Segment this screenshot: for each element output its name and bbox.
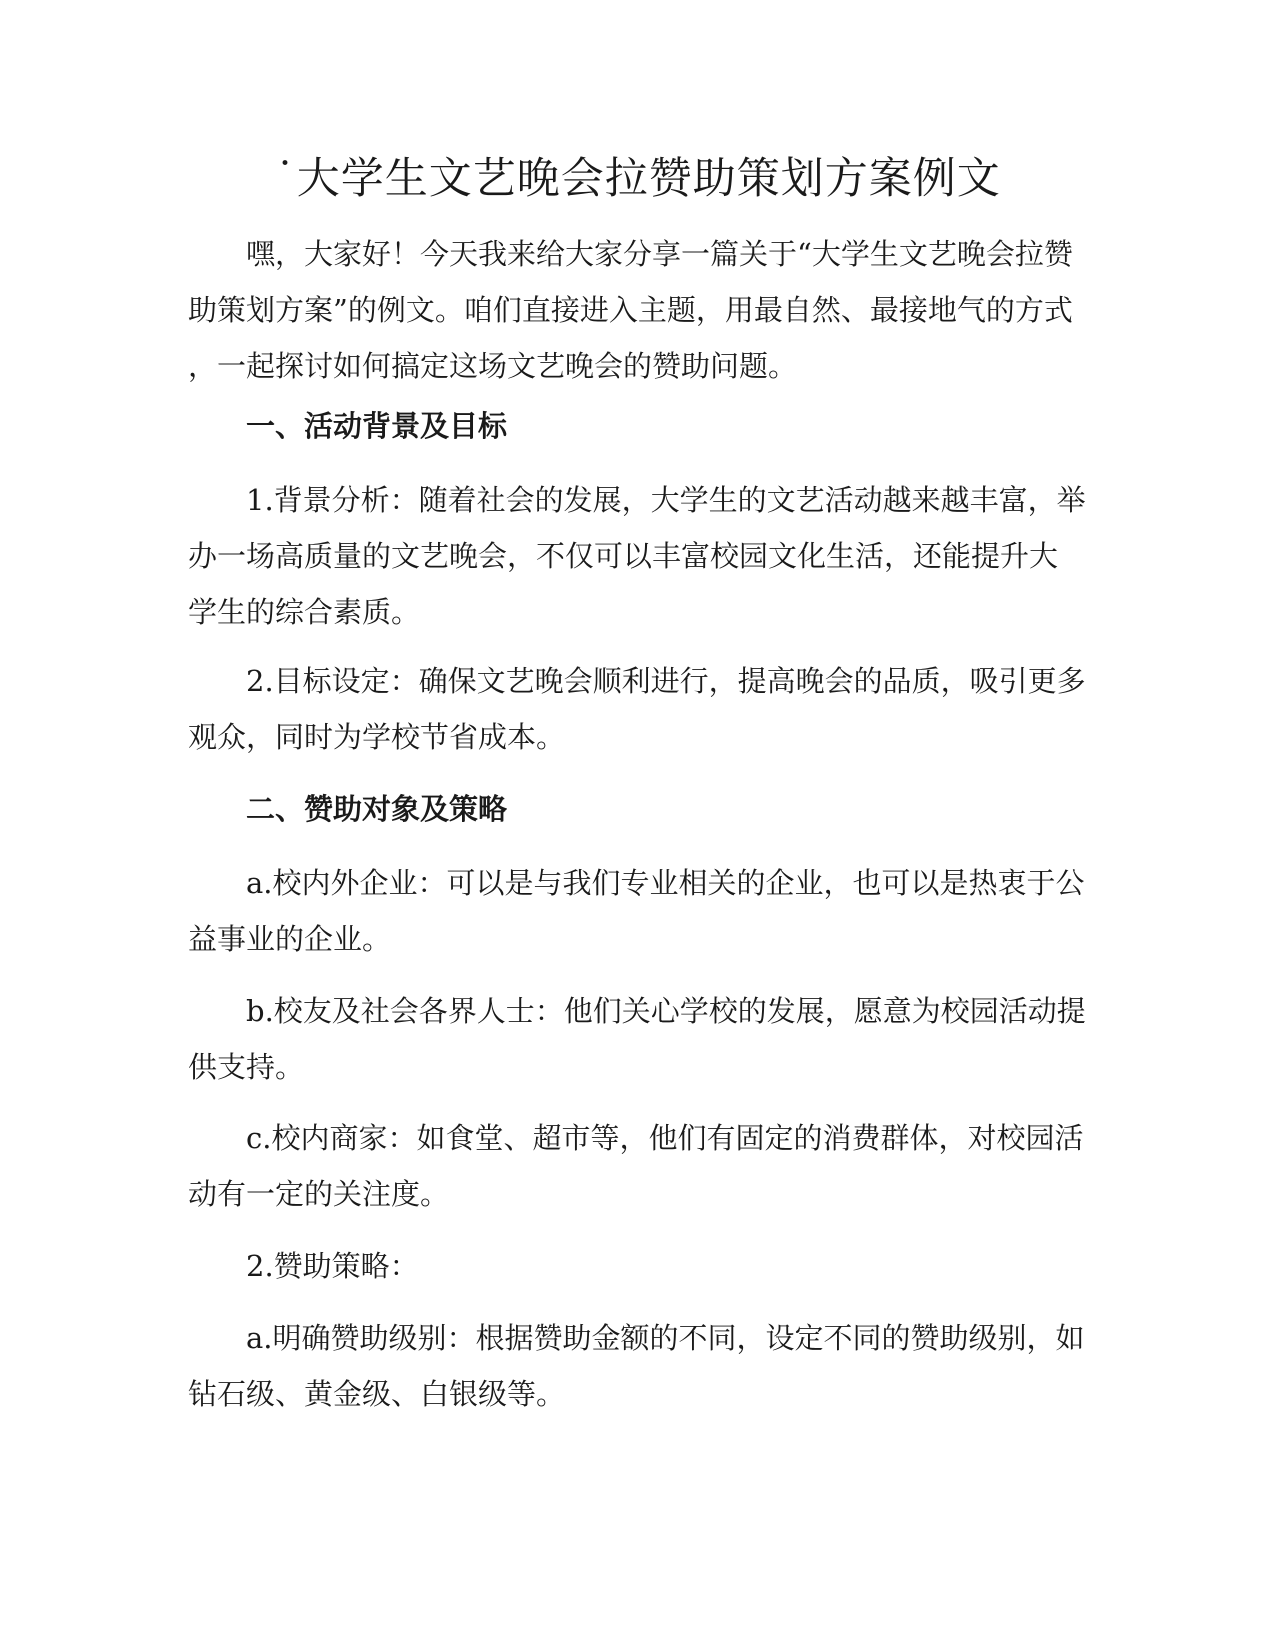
- text-line: 学生的综合素质。: [188, 595, 421, 629]
- text-line: 办一场高质量的文艺晚会，不仅可以丰富校园文化生活，还能提升大: [188, 539, 1059, 573]
- text-line: b.校友及社会各界人士：他们关心学校的发展，愿意为校园活动提: [246, 994, 1086, 1028]
- text-line: 动有一定的关注度。: [188, 1177, 450, 1211]
- section-heading-sponsors: 二、赞助对象及策略: [246, 792, 508, 826]
- text-line: 钻石级、黄金级、白银级等。: [188, 1377, 566, 1411]
- text-line: c.校内商家：如食堂、超市等，他们有固定的消费群体，对校园活: [246, 1121, 1084, 1155]
- sponsor-a-paragraph: [188, 855, 1088, 967]
- intro-paragraph: [188, 226, 1088, 394]
- text-line: ，一起探讨如何搞定这场文艺晚会的赞助问题。: [188, 349, 798, 383]
- text-line: 嘿，大家好！今天我来给大家分享一篇关于“大学生文艺晚会拉赞: [246, 237, 1073, 271]
- text-line: 助策划方案”的例文。咱们直接进入主题，用最自然、最接地气的方式: [188, 293, 1073, 327]
- background-paragraph: [188, 472, 1088, 640]
- section-heading-background: 一、活动背景及目标: [246, 409, 508, 443]
- sponsor-b-paragraph: [188, 983, 1088, 1095]
- text-line: a.校内外企业：可以是与我们专业相关的企业，也可以是热衷于公: [246, 866, 1085, 900]
- document-title: ˙大学生文艺晚会拉赞助策划方案例文: [274, 154, 1001, 204]
- text-line: 2.目标设定：确保文艺晚会顺利进行，提高晚会的品质，吸引更多: [246, 664, 1086, 698]
- text-line: 1.背景分析：随着社会的发展，大学生的文艺活动越来越丰富，举: [246, 483, 1086, 517]
- strategy-a-paragraph: [188, 1310, 1088, 1422]
- text-line: 供支持。: [188, 1050, 305, 1084]
- goal-paragraph: [188, 653, 1088, 765]
- sponsor-c-paragraph: [188, 1110, 1088, 1222]
- strategy-heading-paragraph: [188, 1238, 1088, 1294]
- text-line: 2.赞助策略：: [246, 1249, 419, 1283]
- text-line: 益事业的企业。: [188, 922, 392, 956]
- text-line: a.明确赞助级别：根据赞助金额的不同，设定不同的赞助级别，如: [246, 1321, 1085, 1355]
- text-line: 观众，同时为学校节省成本。: [188, 720, 566, 754]
